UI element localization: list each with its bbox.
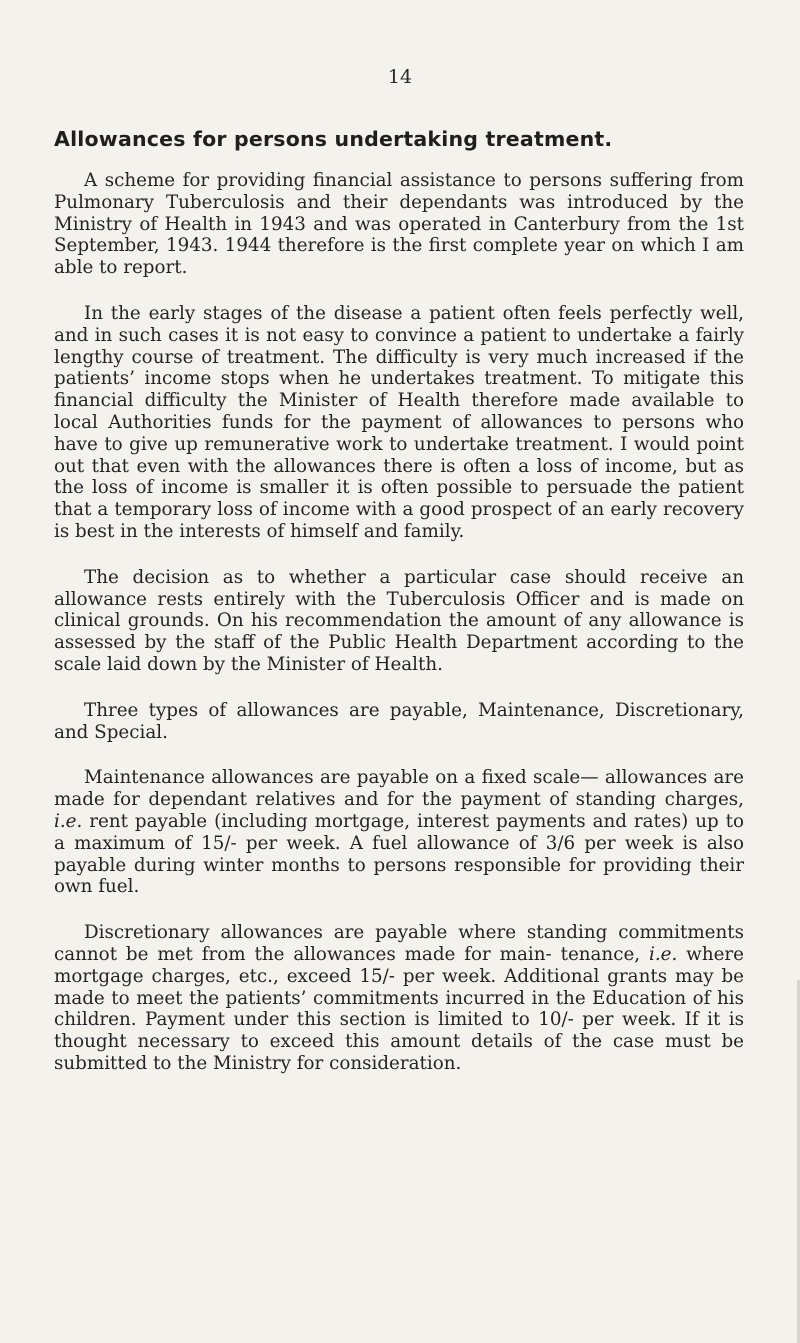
- section-heading: Allowances for persons undertaking treatment.: [54, 127, 613, 151]
- maintenance-ie: i.e.: [54, 810, 83, 832]
- discretionary-ie: i.e.: [648, 943, 678, 965]
- maintenance-text-end: rent payable (including mortgage, interest payments and rates) up to a maximum of 15/- per week. A fuel allowance of 3/6 per week is also payable during winter months to persons responsible for providing their own fuel.: [54, 810, 744, 898]
- maintenance-text-start: Maintenance allowances are payable on a fixed scale— allowances are made for dependant relatives and for the payment of standing charges,: [54, 767, 744, 811]
- discretionary-text-end: where mortgage charges, etc., exceed 15/- per week. Additional grants may be made to meet the patients’ commitments incurred in the Education of his children. Payment under this section is limited to 10/- per week. If it is thought necessary to exceed this amount details of the case must be submitted to the Ministry for consideration.: [54, 943, 744, 1074]
- paragraph-decision: The decision as to whether a particular case should receive an allowance rests entirely with the Tuberculosis Officer and is made on clinical grounds. On his recommendation the amount of any allowance is assessed by the staff of the Public Health Department according to the scale laid down by the Minister of Health.: [54, 566, 744, 675]
- paragraph-scheme-intro: A scheme for providing financial assistance to persons suffering from Pulmonary Tuberculosis and their dependants was introduced by the Ministry of Health in 1943 and was operated in Canterbury from the 1st September, 1943. 1944 therefore is the first complete year on which I am able to report.: [54, 170, 744, 279]
- paragraph-discretionary: [54, 922, 744, 1075]
- body-text: [54, 170, 744, 1075]
- discretionary-text-start: Discretionary allowances are payable where standing commitments cannot be met from the allowances made for main- tenance,: [54, 922, 744, 965]
- paragraph-allowance-types: Three types of allowances are payable, Maintenance, Discretionary, and Special.: [54, 699, 744, 743]
- paragraph-maintenance: [54, 767, 744, 898]
- page-number: 14: [387, 66, 413, 88]
- paragraph-early-stages: In the early stages of the disease a patient often feels perfectly well, and in such cases it is not easy to convince a patient to undertake a fairly lengthy course of treatment. The difficulty is very much increased if the patients’ income stops when he undertakes treatment. To mitigate this financial difficulty the Minister of Health therefore made available to local Authorities funds for the payment of allowances to persons who have to give up remunerative work to undertake treatment. I would point out that even with the allowances there is often a loss of income, but as the loss of income is smaller it is often possible to persuade the patient that a temporary loss of income with a good prospect of an early recovery is best in the interests of himself and family.: [54, 302, 744, 542]
